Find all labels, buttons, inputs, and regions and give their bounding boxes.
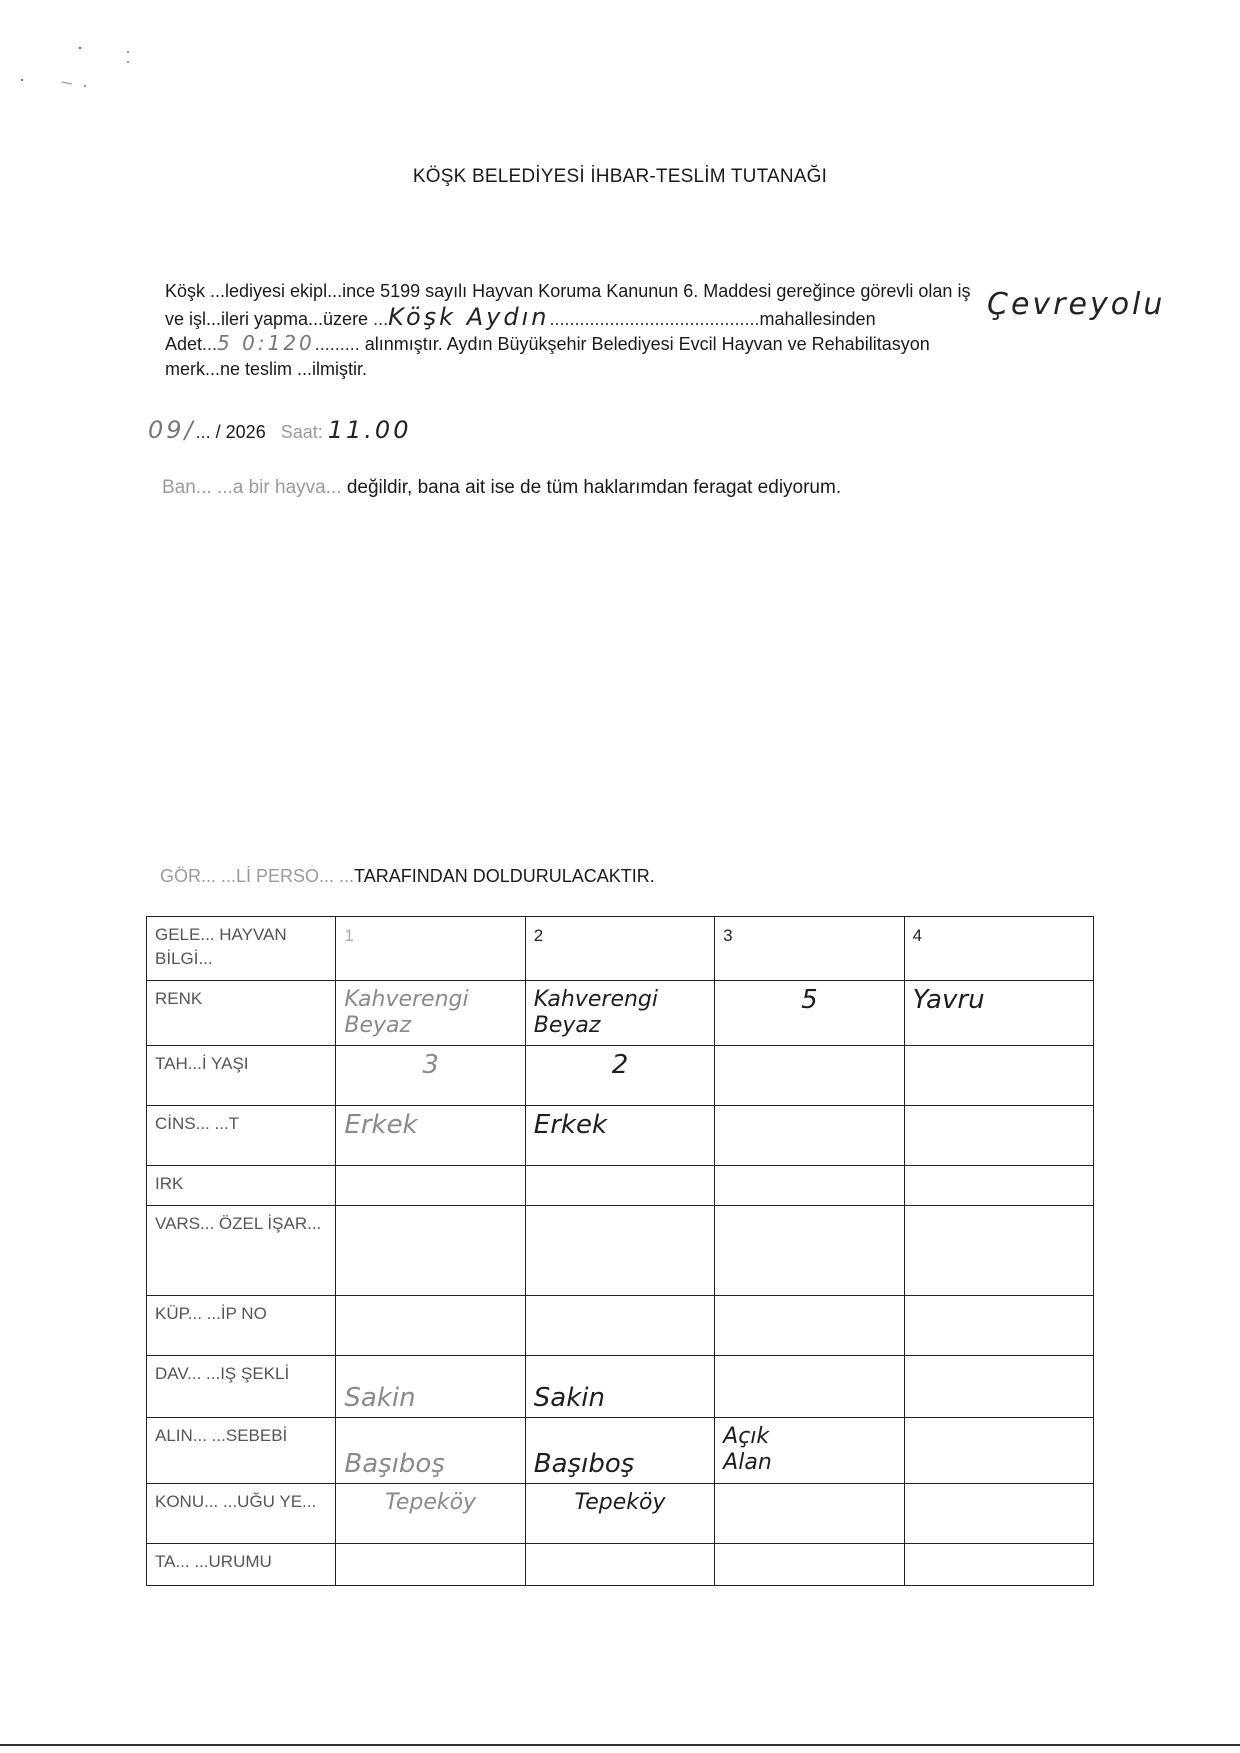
table-row [147,1166,1094,1206]
line2-suffix: mahallesinden [759,309,876,329]
paragraph-line-1-text: Köşk ...lediyesi ekipl...ince 5199 sayılı Hayvan Koruma Kanunun 6. Maddesi gereğince görevli olan iş [165,281,971,301]
table-cell [525,1544,714,1586]
date-day-handwriting: 09/ [148,416,196,444]
table-cell [904,1106,1093,1166]
table-cell [904,1544,1093,1586]
line3-suffix: alınmıştır. Aydın Büyükşehir Belediyesi Evcil Hayvan ve Rehabilitasyon [364,334,930,354]
table-cell [715,1046,904,1106]
paragraph-line-4-text: merk...ne teslim ...ilmiştir. [165,359,368,379]
bottom-divider [0,1744,1240,1746]
table-row [147,1356,1094,1418]
table-cell [525,1166,714,1206]
table-row [147,1418,1094,1484]
paragraph-line-4 [165,356,1165,382]
table-cell [715,1484,904,1544]
table-cell: Kahverengi Beyaz [525,981,714,1046]
row-label: TA... ...URUMU [147,1544,336,1586]
row-label: KÜP... ...İP NO [147,1296,336,1356]
table-cell: Başıboş [336,1418,525,1484]
table-cell: 4 [904,917,1093,981]
row-label: ALIN... ...SEBEBİ [147,1418,336,1484]
table-cell: 2 [525,917,714,981]
table-cell [904,1206,1093,1296]
table-cell [904,1356,1093,1418]
declaration [162,477,841,499]
table-row [147,1046,1094,1106]
table-cell: Başıboş [525,1418,714,1484]
table-row [147,1544,1094,1586]
time-label: Saat: [280,422,323,442]
row-label: DAV... ...IŞ ŞEKLİ [147,1356,336,1418]
table-cell: Tepeköy [336,1484,525,1544]
table-cell [904,1046,1093,1106]
scan-specks [0,0,140,100]
staff-heading-faded: GÖR... ...Lİ PERSO... ... [160,866,355,886]
document-title: KÖŞK BELEDİYESİ İHBAR-TESLİM TUTANAĞI [412,166,828,187]
table-cell [336,1166,525,1206]
table-cell [904,1296,1093,1356]
table-cell [336,1544,525,1586]
count-handwriting: 5 0:120 [217,331,315,355]
table-cell: 3 [336,1046,525,1106]
line2-prefix: ve işl...ileri yapma...üzere [165,309,369,329]
paragraph-line-3: Adet...5 0:120......... alınmıştır. Aydın Büyükşehir Belediyesi Evcil Hayvan ve Rehabilitasyon [165,331,930,355]
declaration-faded: Ban... ...a bir hayva... [162,477,347,498]
table-cell [904,1484,1093,1544]
table-cell: Sakin [336,1356,525,1418]
line3-prefix: Adet [165,334,203,354]
row-label: GELE... HAYVAN BİLGİ... [147,917,336,981]
table-cell: 3 [715,917,904,981]
table-cell [904,1166,1093,1206]
row-label: IRK [147,1166,336,1206]
table-cell: 1 [336,917,525,981]
row-label: KONU... ...UĞU YE... [147,1484,336,1544]
table-cell [336,1206,525,1296]
paragraph-line-2: ve işl...ileri yapma...üzere ...Köşk Aydın..........................................mahallesinden Çevreyolu [165,287,1166,331]
row-label: TAH...İ YAŞI [147,1046,336,1106]
table-row [147,1296,1094,1356]
table-cell [715,1166,904,1206]
table-row [147,1484,1094,1544]
table-cell [715,1544,904,1586]
date-time-row: 09/... / 2026 Saat: 11.00 [148,416,412,444]
table-cell [904,1418,1093,1484]
declaration-text: değildir, bana ait ise de tüm haklarımdan feragat ediyorum. [346,477,842,498]
table-cell [525,1206,714,1296]
table-cell: Erkek [525,1106,714,1166]
table-cell [715,1206,904,1296]
report-paragraph [165,278,1165,382]
table-row [147,981,1094,1046]
table-cell: Açık Alan [715,1418,904,1484]
location-handwriting: Köşk Aydın [388,303,550,331]
row-label: VARS... ÖZEL İŞAR... [147,1206,336,1296]
row-label: RENK [147,981,336,1046]
table-cell [336,1296,525,1356]
table-cell [525,1296,714,1356]
table-cell: Yavru [904,981,1093,1046]
table-row [147,1106,1094,1166]
table-cell [715,1356,904,1418]
table-cell [715,1106,904,1166]
table-cell: Tepeköy [525,1484,714,1544]
time-handwriting: 11.00 [327,416,412,444]
table-cell: Sakin [525,1356,714,1418]
table-row [147,1206,1094,1296]
table-cell: Erkek [336,1106,525,1166]
staff-heading-text: TARAFINDAN DOLDURULACAKTIR. [354,866,655,886]
table-cell [715,1296,904,1356]
table-row [147,917,1094,981]
animal-info-table [146,916,1094,1586]
staff-heading [160,866,655,887]
street-handwriting: Çevreyolu [987,287,1166,322]
table-cell: Kahverengi Beyaz [336,981,525,1046]
date-year: / 2026 [215,422,266,442]
table-cell: 2 [525,1046,714,1106]
table-cell: 5 [715,981,904,1046]
row-label: CİNS... ...T [147,1106,336,1166]
